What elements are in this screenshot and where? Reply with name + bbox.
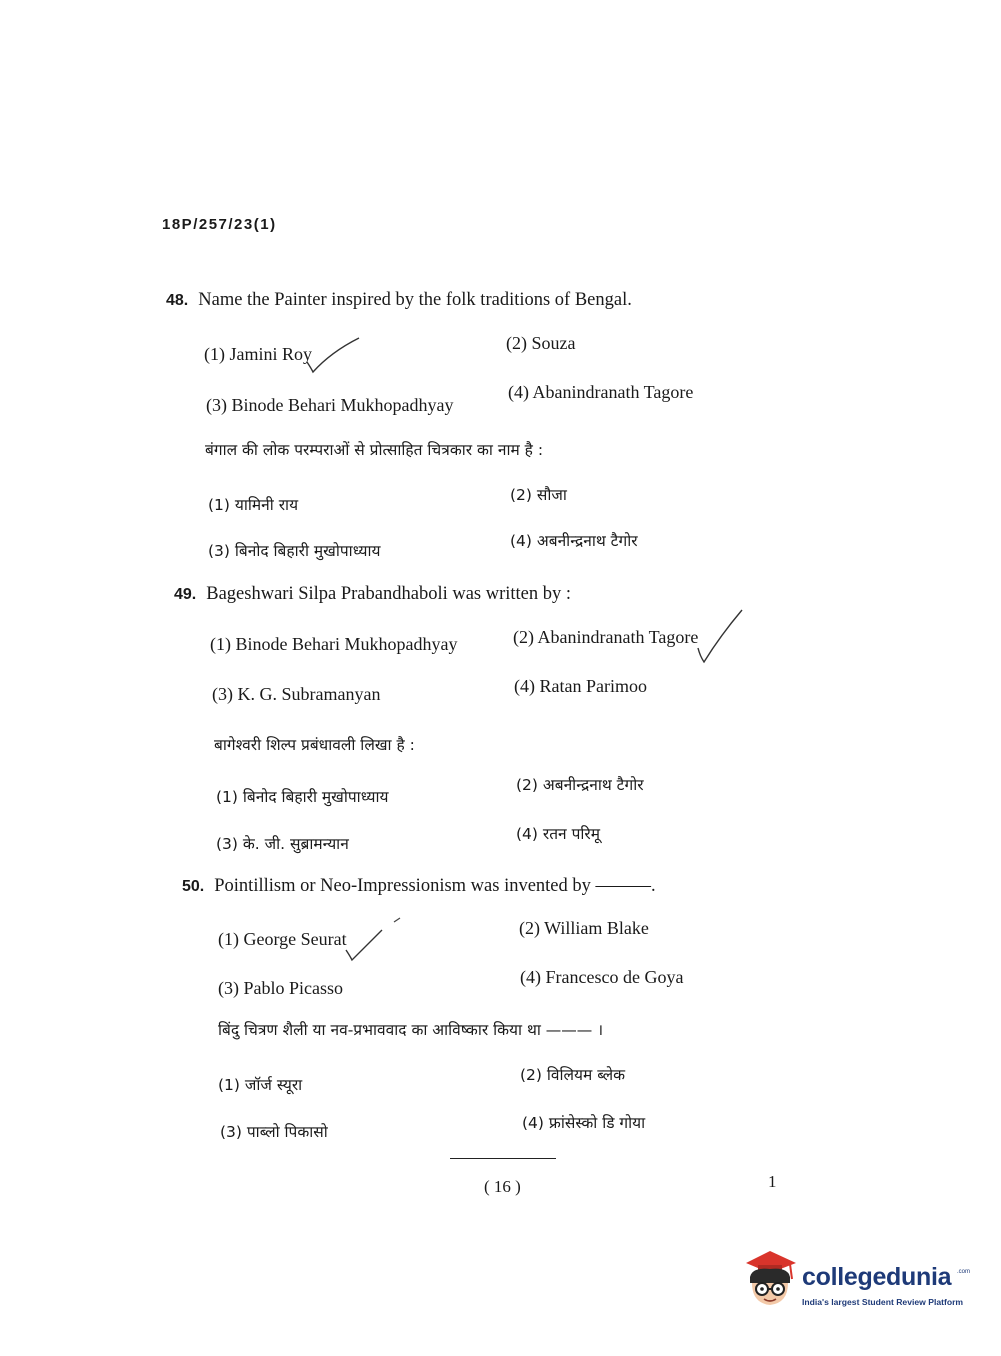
option-2: (2) Souza xyxy=(506,333,576,353)
question-text: Pointillism or Neo-Impressionism was invented by ———. xyxy=(214,876,656,896)
checkmark-icon xyxy=(342,916,404,964)
hindi-option-4: (4) रतन परिमू xyxy=(516,825,601,843)
option-4: (4) Abanindranath Tagore xyxy=(508,382,694,402)
hindi-option-2: (2) अबनीन्द्रनाथ टैगोर xyxy=(516,776,644,794)
question-number: 49. xyxy=(174,586,197,603)
paper-code: 18P/257/23(1) xyxy=(162,216,277,233)
hindi-option-3: (3) के. जी. सुब्रामन्यान xyxy=(216,835,349,853)
option-4: (4) Francesco de Goya xyxy=(520,967,684,987)
hindi-option-2: (2) विलियम ब्लेक xyxy=(520,1066,626,1084)
hindi-question: बंगाल की लोक परम्पराओं से प्रोत्साहित चित्रकार का नाम है : xyxy=(205,441,544,459)
option-3: (3) K. G. Subramanyan xyxy=(212,684,381,704)
footer-rule xyxy=(450,1158,556,1159)
hindi-option-1: (1) बिनोद बिहारी मुखोपाध्याय xyxy=(216,788,389,806)
hindi-option-3: (3) बिनोद बिहारी मुखोपाध्याय xyxy=(208,542,381,560)
question-49 xyxy=(174,584,571,605)
option-1: (1) Jamini Roy xyxy=(204,344,312,364)
option-1: (1) Binode Behari Mukhopadhyay xyxy=(210,634,458,654)
collegedunia-logo xyxy=(740,1249,972,1315)
hindi-option-3: (3) पाब्लो पिकासो xyxy=(220,1123,328,1141)
hindi-option-1: (1) यामिनी राय xyxy=(208,496,299,514)
question-number: 48. xyxy=(166,292,189,309)
option-2: (2) William Blake xyxy=(519,918,649,938)
option-3: (3) Pablo Picasso xyxy=(218,978,343,998)
corner-mark: 1 xyxy=(768,1172,777,1191)
question-text: Name the Painter inspired by the folk traditions of Bengal. xyxy=(198,290,632,310)
page-number: ( 16 ) xyxy=(484,1177,521,1196)
logo-wordmark: collegedunia xyxy=(802,1263,952,1291)
option-4: (4) Ratan Parimoo xyxy=(514,676,647,696)
logo-domain-suffix: .com xyxy=(957,1269,971,1275)
option-3: (3) Binode Behari Mukhopadhyay xyxy=(206,395,454,415)
hindi-question: बिंदु चित्रण शैली या नव-प्रभाववाद का आविष्कार किया था ——— । xyxy=(218,1021,604,1039)
question-number: 50. xyxy=(182,878,205,895)
option-1: (1) George Seurat xyxy=(218,929,347,949)
mascot-graduate-icon xyxy=(740,1249,800,1313)
hindi-option-2: (2) सौजा xyxy=(510,486,567,504)
question-text: Bageshwari Silpa Prabandhaboli was written by : xyxy=(206,584,572,604)
question-50 xyxy=(182,876,656,897)
hindi-option-4: (4) अबनीन्द्रनाथ टैगोर xyxy=(510,532,638,550)
checkmark-icon xyxy=(690,608,746,666)
checkmark-icon xyxy=(303,334,363,376)
hindi-option-1: (1) जॉर्ज स्यूरा xyxy=(218,1076,303,1094)
option-2: (2) Abanindranath Tagore xyxy=(513,627,699,647)
question-48 xyxy=(166,290,632,311)
hindi-option-4: (4) फ्रांसेस्को डि गोया xyxy=(522,1114,646,1132)
hindi-question: बागेश्वरी शिल्प प्रबंधावली लिखा है : xyxy=(214,736,415,754)
logo-tagline: India's largest Student Review Platform xyxy=(802,1297,964,1307)
